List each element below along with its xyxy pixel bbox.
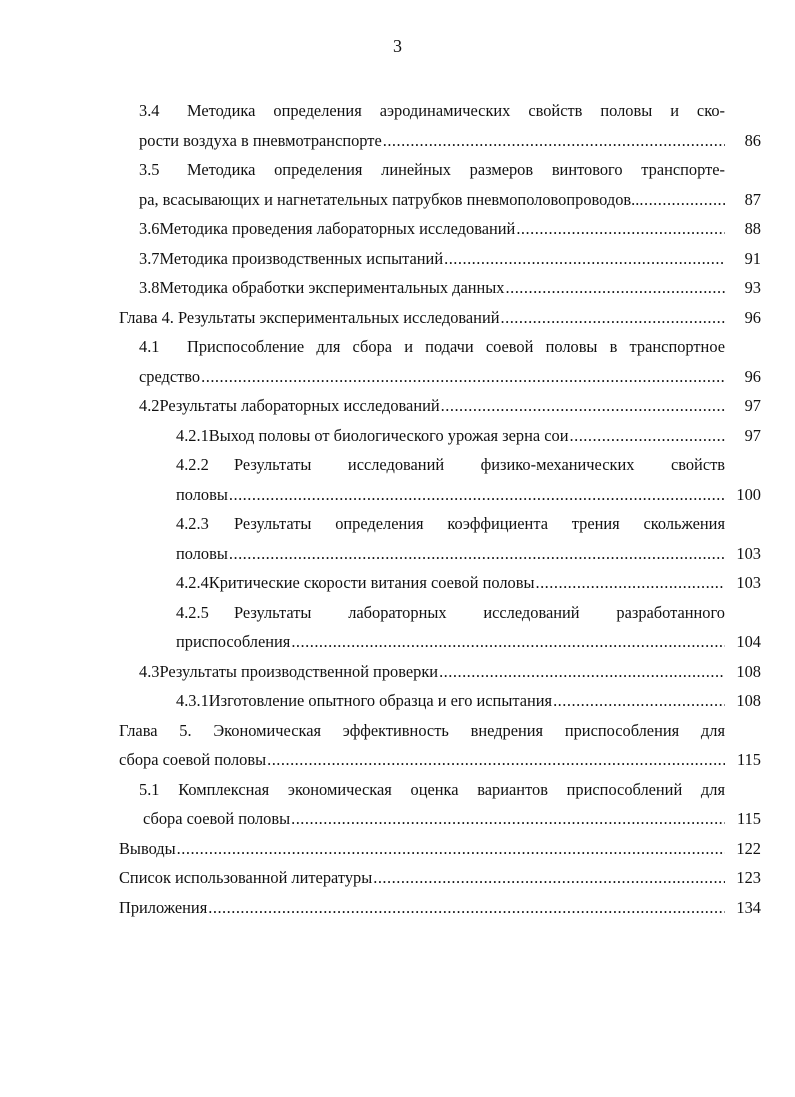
- toc-entry-line1: [139, 155, 761, 185]
- dot-leader: [291, 627, 725, 657]
- chapter-title: Глава 5. Экономическая эффективность внедрения приспособления для: [119, 720, 725, 740]
- toc-entry-4-2-1[interactable]: [119, 421, 761, 451]
- entry-title: Список использованной литературы: [119, 868, 373, 887]
- toc-entry-chapter-5[interactable]: [119, 716, 761, 775]
- section-number: 3.7: [139, 248, 160, 268]
- toc-entry-line1: [176, 450, 761, 480]
- section-number: 4.2.4: [176, 573, 209, 592]
- section-number: 4.1: [139, 337, 160, 356]
- page-ref: 86: [744, 130, 761, 150]
- dot-leader: [570, 421, 725, 451]
- section-title: Методика производственных испытаний: [159, 248, 444, 268]
- page-ref: 115: [737, 809, 761, 828]
- page-number: 3: [393, 36, 402, 56]
- section-title: Методика определения аэродинамических свойств половы и ско-: [187, 101, 725, 120]
- toc-entry-line1: [139, 775, 761, 805]
- section-title: Критические скорости витания соевой половы: [208, 573, 535, 592]
- section-number: 4.3.1: [176, 691, 209, 710]
- toc-entry-3-6[interactable]: [119, 214, 761, 244]
- page-ref: 97: [744, 425, 761, 445]
- section-title-continued: половы: [176, 484, 228, 504]
- section-title: Методика определения линейных размеров винтового транспорте-: [187, 160, 725, 179]
- entry-title: Приложения: [119, 897, 208, 917]
- dot-leader: [441, 391, 725, 421]
- toc-entry-4-2-3[interactable]: [119, 509, 761, 568]
- section-title: Результаты лабораторных исследований: [159, 396, 440, 415]
- toc-entry-line1: [119, 716, 761, 746]
- dot-leader: [506, 273, 726, 303]
- toc-entry-4-2-2[interactable]: [119, 450, 761, 509]
- dot-leader: [439, 657, 725, 687]
- section-title-continued: половы: [176, 543, 228, 563]
- toc-entry-line1: [176, 598, 761, 628]
- dot-leader: [201, 362, 725, 392]
- section-title-continued: приспособления: [176, 632, 291, 651]
- section-title: Методика проведения лабораторных исследований: [159, 219, 516, 238]
- page-ref: 108: [736, 661, 761, 681]
- page-ref: 97: [744, 396, 761, 415]
- dot-leader: [229, 539, 725, 569]
- dot-leader: [535, 568, 725, 598]
- section-title-continued: средство: [139, 366, 201, 386]
- page-ref: 115: [737, 750, 761, 769]
- dot-leader: [373, 863, 725, 893]
- page-ref: 87: [744, 189, 761, 209]
- toc-entry-3-8[interactable]: [119, 273, 761, 303]
- page-ref: 96: [744, 366, 761, 386]
- toc-entry-4-2-4[interactable]: [119, 568, 761, 598]
- toc-entry-line1: [139, 96, 761, 126]
- section-number: 3.8: [139, 278, 160, 297]
- page-ref: 108: [736, 691, 761, 710]
- dot-leader: [444, 244, 725, 274]
- page-ref: 93: [744, 278, 761, 297]
- dot-leader: [501, 303, 726, 333]
- dot-leader: [383, 126, 725, 156]
- toc-entry-appendices[interactable]: [119, 893, 761, 923]
- toc-entry-4-3-1[interactable]: [119, 686, 761, 716]
- dot-leader: [229, 480, 725, 510]
- toc-entry-conclusions[interactable]: [119, 834, 761, 864]
- section-title: Методика обработки экспериментальных данных: [159, 278, 505, 297]
- section-number: 4.2.1: [176, 425, 209, 445]
- section-title: Результаты исследований физико-механических свойств: [234, 455, 725, 474]
- toc-entry-3-5[interactable]: [119, 155, 761, 214]
- section-title-continued: сбора соевой половы: [143, 809, 291, 828]
- toc-entry-chapter-4[interactable]: [119, 303, 761, 333]
- dot-leader: [553, 686, 725, 716]
- section-number: 3.5: [139, 160, 160, 179]
- toc-entry-line1: [139, 332, 761, 362]
- page-ref: 134: [736, 897, 761, 917]
- toc-entry-4-3[interactable]: [119, 657, 761, 687]
- page-ref: 88: [744, 219, 761, 238]
- toc-entry-5-1[interactable]: [119, 775, 761, 834]
- entry-title: Выводы: [119, 838, 176, 858]
- page-ref: 104: [736, 632, 761, 651]
- dot-leader: [639, 185, 725, 215]
- toc-entry-references[interactable]: [119, 863, 761, 893]
- table-of-contents: [119, 96, 761, 922]
- section-title: Выход половы от биологического урожая зерна сои: [208, 425, 569, 445]
- page-ref: 122: [736, 838, 761, 858]
- page-ref: 96: [744, 307, 761, 327]
- section-title: Результаты определения коэффициента трения скольжения: [234, 514, 725, 533]
- section-number: 4.2.2: [176, 455, 209, 474]
- page-ref: 123: [736, 868, 761, 887]
- toc-entry-4-2[interactable]: [119, 391, 761, 421]
- toc-entry-3-7[interactable]: [119, 244, 761, 274]
- page-ref: 103: [736, 543, 761, 563]
- section-number: 4.2.5: [176, 602, 209, 622]
- dot-leader: [267, 745, 725, 775]
- toc-entry-4-2-5[interactable]: [119, 598, 761, 657]
- section-number: 4.2.3: [176, 514, 209, 533]
- page-ref: 100: [736, 484, 761, 504]
- page-ref: 91: [744, 248, 761, 268]
- section-title: Результаты лабораторных исследований разработанного: [234, 602, 725, 622]
- toc-entry-3-4[interactable]: [119, 96, 761, 155]
- section-title: 5.1 Комплексная экономическая оценка вариантов приспособлений для: [139, 779, 725, 799]
- dot-leader: [516, 214, 725, 244]
- section-number: 4.2: [139, 396, 160, 415]
- dot-leader: [208, 893, 725, 923]
- toc-entry-4-1[interactable]: [119, 332, 761, 391]
- dot-leader: [177, 834, 725, 864]
- section-title-continued: рости воздуха в пневмотранспорте: [139, 130, 382, 150]
- dot-leader: [291, 804, 725, 834]
- chapter-title: Глава 4. Результаты экспериментальных исследований: [119, 307, 500, 327]
- section-title: Изготовление опытного образца и его испытания: [208, 691, 553, 710]
- section-number: 3.4: [139, 101, 160, 120]
- section-number: 4.3: [139, 661, 160, 681]
- section-title-continued: ра, всасывающих и нагнетательных патрубков пневмополовопроводов..: [139, 189, 640, 209]
- page-ref: 103: [736, 573, 761, 592]
- section-title: Результаты производственной проверки: [159, 661, 439, 681]
- chapter-title-continued: сбора соевой половы: [119, 750, 267, 769]
- section-title: Приспособление для сбора и подачи соевой половы в транспортное: [187, 337, 725, 356]
- toc-entry-line1: [176, 509, 761, 539]
- section-number: 3.6: [139, 219, 160, 238]
